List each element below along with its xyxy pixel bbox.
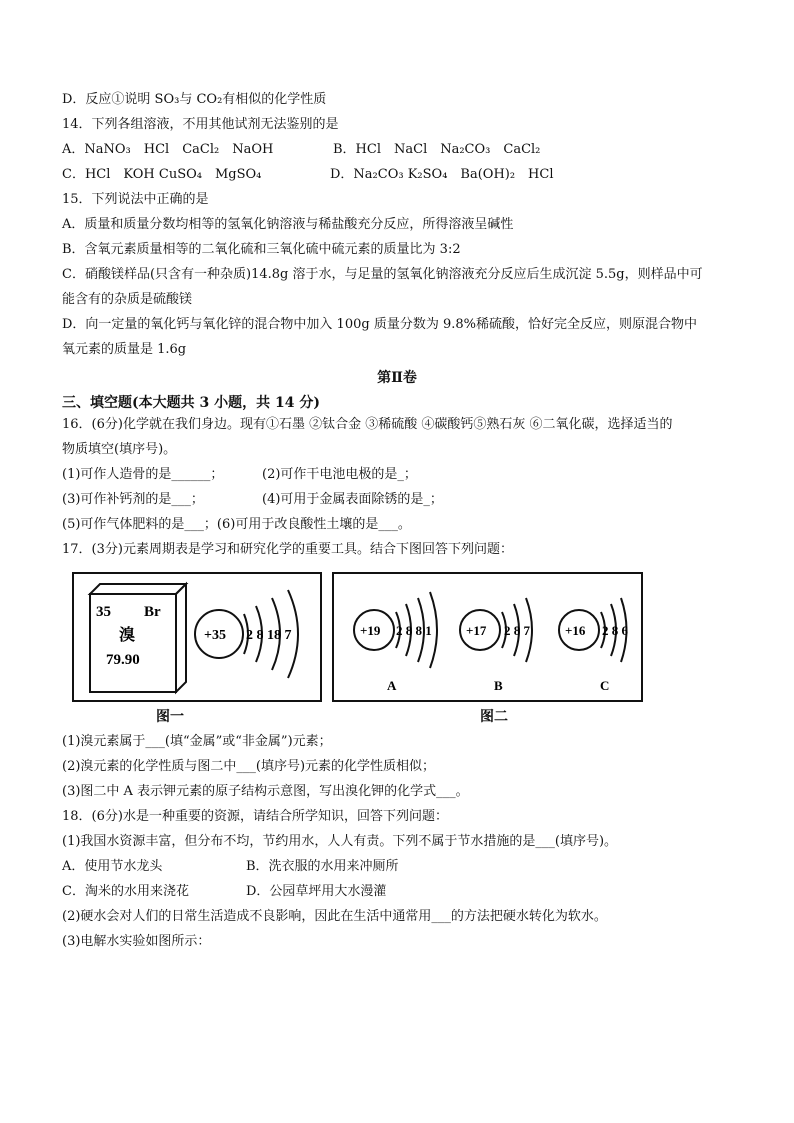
q15-option-d-line1: D．向一定量的氧化钙与氧化锌的混合物中加入 100g 质量分数为 9.8%稀硫酸，恰好完全反应，则原混合物中	[62, 317, 697, 332]
figure-2-box	[332, 572, 643, 702]
section3-heading: 三、填空题(本大题共 3 小题，共 14 分)	[62, 395, 320, 411]
atom-a	[354, 592, 437, 693]
q15-option-c-line1: C．硝酸镁样品(只含有一种杂质)14.8g 溶于水，与足量的氢氧化钠溶液充分反应后生成沉淀 5.5g，则样品中可	[62, 267, 703, 282]
q18-part3: (3)电解水实验如图所示：	[62, 934, 211, 949]
atom-a-nuclear-charge: +19	[360, 623, 381, 638]
atom-a-shell-electrons: 2 8 8 1	[396, 623, 432, 638]
q16-part4: (4)可用于金属表面除锈的是_；	[262, 492, 443, 507]
q15-option-b: B．含氧元素质量相等的二氧化硫和三氧化硫中硫元素的质量比为 3:2	[62, 242, 461, 257]
atom-b-nuclear-charge: +17	[466, 623, 487, 638]
atom-b-shell-electrons: 2 8 7	[504, 623, 530, 638]
bromine-shell-electrons: 2 8 18 7	[246, 628, 292, 643]
q16-part1: (1)可作人造骨的是______；	[62, 467, 224, 482]
atom-c	[559, 598, 629, 693]
element-card-top	[90, 584, 186, 594]
figure-2-caption: 图二	[480, 709, 508, 725]
figure-1-caption: 图一	[156, 709, 184, 725]
q17-part2: (2)溴元素的化学性质与图二中___(填序号)元素的化学性质相似；	[62, 759, 436, 774]
q15-option-c-line2: 能含有的杂质是硫酸镁	[62, 292, 193, 307]
atom-a-label: A	[387, 678, 397, 693]
q18-stem: 18．(6分)水是一种重要的资源，请结合所学知识，回答下列问题：	[62, 809, 448, 824]
q18-option-d: D．公园草坪用大水漫灌	[246, 884, 387, 899]
q17-part1: (1)溴元素属于___(填“金属”或“非金属”)元素；	[62, 734, 332, 749]
atom-c-shell-electrons: 2 8 6	[602, 623, 628, 638]
q14-option-d: D．Na₂CO₃ K₂SO₄ Ba(OH)₂ HCl	[330, 167, 554, 182]
atom-c-label: C	[600, 678, 610, 693]
q18-option-a: A．使用节水龙头	[62, 859, 163, 874]
q15-option-a: A．质量和质量分数均相等的氢氧化钠溶液与稀盐酸充分反应，所得溶液呈碱性	[62, 217, 514, 232]
q14-option-c: C．HCl KOH CuSO₄ MgSO₄	[62, 167, 262, 182]
q14-option-b: B．HCl NaCl Na₂CO₃ CaCl₂	[333, 142, 541, 157]
q15-stem: 15．下列说法中正确的是	[62, 192, 209, 207]
element-symbol: Br	[144, 604, 161, 620]
q16-part3: (3)可作补钙剂的是___；	[62, 492, 204, 507]
q16-stem-line1: 16．(6分)化学就在我们身边。现有①石墨 ②钛合金 ③稀硫酸 ④碳酸钙⑤熟石灰 ⑥二氧化碳，选择适当的	[62, 417, 673, 432]
element-card-side	[176, 584, 186, 692]
figure-1-box	[72, 572, 322, 702]
q14-option-a: A．NaNO₃ HCl CaCl₂ NaOH	[62, 142, 274, 157]
q14-stem: 14．下列各组溶液，不用其他试剂无法鉴别的是	[62, 117, 339, 132]
q16-part2: (2)可作干电池电极的是_；	[262, 467, 417, 482]
q18-part2: (2)硬水会对人们的日常生活造成不良影响，因此在生活中通常用___的方法把硬水转化为软水。	[62, 909, 607, 924]
atomic-number: 35	[96, 604, 111, 620]
part2-title: 第Ⅱ卷	[377, 370, 417, 386]
q18-part1: (1)我国水资源丰富，但分布不均，节约用水，人人有责。下列不属于节水措施的是___(填序号)。	[62, 834, 618, 849]
bromine-nuclear-charge: +35	[204, 628, 226, 643]
relative-atomic-mass: 79.90	[106, 652, 140, 668]
q17-part3: (3)图二中 A 表示钾元素的原子结构示意图，写出溴化钾的化学式___。	[62, 784, 469, 799]
q15-option-d-line2: 氧元素的质量是 1.6g	[62, 342, 187, 357]
atom-b-label: B	[494, 678, 503, 693]
figure-2-diagram	[334, 574, 641, 700]
q16-part5-6: (5)可作气体肥料的是___；(6)可用于改良酸性土壤的是___。	[62, 517, 411, 532]
q16-stem-line2: 物质填空(填序号)。	[62, 442, 177, 457]
element-name: 溴	[119, 625, 136, 644]
q17-stem: 17．(3分)元素周期表是学习和研究化学的重要工具。结合下图回答下列问题：	[62, 542, 513, 557]
q18-option-c: C．淘米的水用来浇花	[62, 884, 189, 899]
atom-c-nuclear-charge: +16	[565, 623, 586, 638]
q13-option-d: D．反应①说明 SO₃与 CO₂有相似的化学性质	[62, 92, 327, 107]
atom-b	[460, 598, 532, 693]
q18-option-b: B．洗衣服的水用来冲厕所	[246, 859, 399, 874]
figure-1-diagram	[74, 574, 320, 700]
